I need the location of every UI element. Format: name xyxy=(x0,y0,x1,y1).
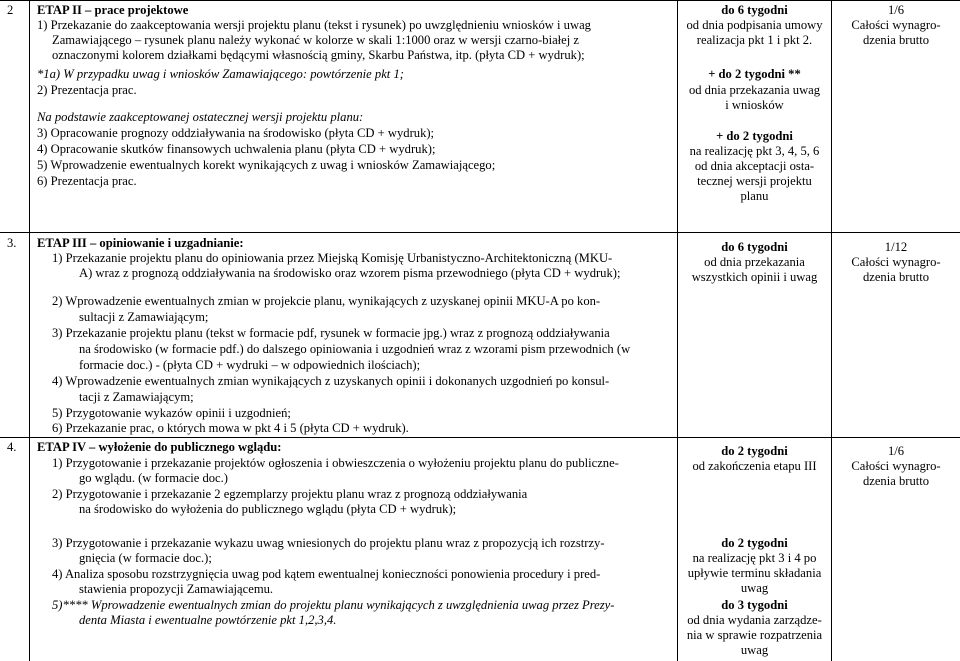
term-text: od zakończenia etapu III xyxy=(692,459,817,473)
stage-line: 5) Wprowadzenie ewentualnych korekt wynikających z uwag i wniosków Zamawiającego; xyxy=(37,158,496,172)
payment-text: dzenia brutto xyxy=(862,33,930,47)
stage-line: 2) Przygotowanie i przekazanie 2 egzemplarzy projektu planu wraz z prognozą oddziaływania xyxy=(52,487,528,501)
term-text: do 6 tygodni xyxy=(721,3,788,17)
stage-title: ETAP II – prace projektowe xyxy=(37,3,189,17)
term-text: do 2 tygodni xyxy=(721,536,788,550)
term-text: + do 2 tygodni xyxy=(716,129,793,143)
stage-number: 2 xyxy=(7,3,14,17)
term-text: upływie terminu składania xyxy=(687,566,822,580)
term-text: do 3 tygodni xyxy=(721,598,788,612)
col-divider-num xyxy=(29,0,30,661)
stage-title: ETAP III – opiniowanie i uzgadnianie: xyxy=(37,236,244,250)
term-text: wszystkich opinii i uwag xyxy=(691,270,818,284)
payment-text: dzenia brutto xyxy=(862,474,930,488)
term-text: do 2 tygodni xyxy=(721,444,788,458)
term-text: na realizację pkt 3, 4, 5, 6 xyxy=(689,144,820,158)
stage-line: 1) Przekazanie projektu planu do opiniowania przez Miejską Komisję Urbanistyczno-Architektoniczną (MKU- xyxy=(52,251,613,265)
row-divider-2-3 xyxy=(0,232,960,233)
term-text: i wniosków xyxy=(725,98,784,112)
payment-text: Całości wynagro- xyxy=(851,18,941,32)
term-text: na realizację pkt 3 i 4 po xyxy=(692,551,817,565)
payment-text: Całości wynagro- xyxy=(851,459,941,473)
payment-text: 1/12 xyxy=(884,240,908,254)
stage-line: oznaczonymi kolorem działkami będącymi własnością gminy, Skarbu Państwa, itp. (płyta CD + wydruk); xyxy=(52,48,585,62)
stage-line: 2) Prezentacja prac. xyxy=(37,83,137,97)
stage-line: 6) Przekazanie prac, o których mowa w pkt 4 i 5 (płyta CD + wydruk). xyxy=(52,421,409,435)
term-text: od dnia wydania zarządze- xyxy=(687,613,822,627)
stage-line: 2) Wprowadzenie ewentualnych zmian w projekcie planu, wynikających z uzyskanej opinii MKU-A po kon- xyxy=(52,294,601,308)
stage-line: 3) Przekazanie projektu planu (tekst w formacie pdf, rysunek w formacie jpg.) wraz z prognozą oddziaływania xyxy=(52,326,610,340)
term-text: od dnia podpisania umowy xyxy=(686,18,823,32)
term-text: uwag xyxy=(740,581,769,595)
term-text: od dnia akceptacji osta- xyxy=(694,159,815,173)
stage-line: gnięcia (w formacie doc.); xyxy=(79,551,212,565)
stage-number: 3. xyxy=(7,236,17,250)
stage-line: 4) Opracowanie skutków finansowych uchwalenia planu (płyta CD + wydruk); xyxy=(37,142,436,156)
term-text: od dnia przekazania xyxy=(704,255,805,269)
stage-line: formacie doc.) - (płyta CD + wydruki – w odpowiednich ilościach); xyxy=(79,358,421,372)
stage-line: 4) Wprowadzenie ewentualnych zmian wynikających z uzyskanych opinii i dokonanych uzgodnień po konsul- xyxy=(52,374,610,388)
term-text: nia w sprawie rozpatrzenia xyxy=(686,628,823,642)
stage-line: na środowisko do wyłożenia do publicznego wglądu (płyta CD + wydruk); xyxy=(79,502,457,516)
stage-number: 4. xyxy=(7,440,17,454)
stage-line: 5)**** Wprowadzenie ewentualnych zmian do projektu planu wynikających z uwzględnienia uwag przez Prezy- xyxy=(52,598,615,612)
row-divider-3-4 xyxy=(0,437,960,438)
stage-line: 1) Przygotowanie i przekazanie projektów ogłoszenia i obwieszczenia o wyłożeniu projektu planu do publiczne- xyxy=(52,456,619,470)
payment-text: Całości wynagro- xyxy=(851,255,941,269)
term-text: tecznej wersji projektu xyxy=(697,174,812,188)
stage-line: A) wraz z prognozą oddziaływania na środowisko oraz wzorem pisma przewodniego (płyta CD + wydruk); xyxy=(79,266,621,280)
table-top-border xyxy=(0,0,960,1)
stage-line: 5) Przygotowanie wykazów opinii i uzgodnień; xyxy=(52,406,291,420)
stage-line: go wglądu. (w formacie doc.) xyxy=(79,471,228,485)
stage-line: 3) Opracowanie prognozy oddziaływania na środowisko (płyta CD + wydruk); xyxy=(37,126,435,140)
payment-text: 1/6 xyxy=(887,444,905,458)
term-text: od dnia przekazania uwag xyxy=(688,83,821,97)
stage-title: ETAP IV – wyłożenie do publicznego wglądu: xyxy=(37,440,282,454)
stage-line: 3) Przygotowanie i przekazanie wykazu uwag wniesionych do projektu planu wraz z propozycją ich rozstrzy- xyxy=(52,536,605,550)
stage-line: 4) Analiza sposobu rozstrzygnięcia uwag pod kątem ewentualnej konieczności ponowienia procedury i pred- xyxy=(52,567,601,581)
stage-line: na środowisko (w formacie pdf.) do dalszego opiniowania i uzgodnień wraz z wzorami pism przewodnich (w xyxy=(79,342,631,356)
stage-line: Zamawiającego – rysunek planu należy wykonać w kolorze w skali 1:1000 oraz w wersji czarno-białej z xyxy=(52,33,579,47)
stage-line: *1a) W przypadku uwag i wniosków Zamawiającego: powtórzenie pkt 1; xyxy=(37,67,404,81)
stage-line: denta Miasta i ewentualne powtórzenie pkt 1,2,3,4. xyxy=(79,613,337,627)
stage-line: 6) Prezentacja prac. xyxy=(37,174,137,188)
term-text: + do 2 tygodni ** xyxy=(708,67,801,81)
term-text: planu xyxy=(740,189,769,203)
term-text: uwag xyxy=(740,643,769,657)
term-text: realizacja pkt 1 i pkt 2. xyxy=(696,33,813,47)
payment-text: 1/6 xyxy=(887,3,905,17)
term-text: do 6 tygodni xyxy=(721,240,788,254)
payment-text: dzenia brutto xyxy=(862,270,930,284)
col-divider-term xyxy=(831,0,832,661)
stage-line: sultacji z Zamawiającym; xyxy=(79,310,209,324)
stage-line: tacji z Zamawiającym; xyxy=(79,390,194,404)
stage-line: Na podstawie zaakceptowanej ostatecznej wersji projektu planu: xyxy=(37,110,364,124)
stage-line: stawienia propozycji Zamawiającemu. xyxy=(79,582,274,596)
stage-line: 1) Przekazanie do zaakceptowania wersji projektu planu (tekst i rysunek) po uwzględnieniu wniosków i uwag xyxy=(37,18,591,32)
